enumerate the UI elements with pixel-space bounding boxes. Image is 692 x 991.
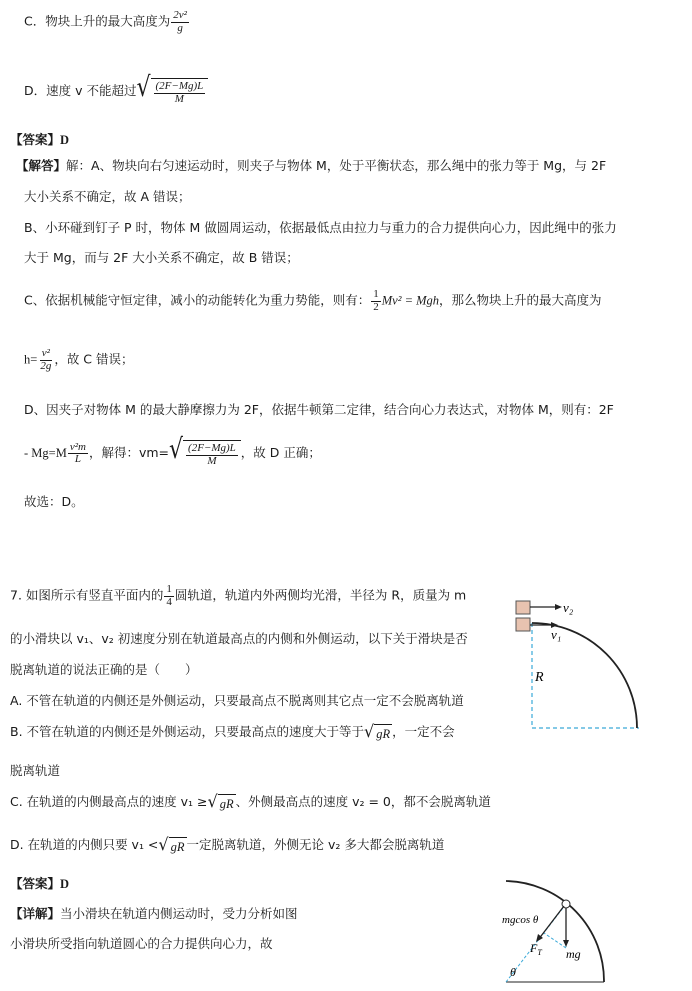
analysis-label: 【解答】 [16,158,67,173]
q6-analysis-line4: 大于 Mg，而与 2F 大小关系不确定，故 B 错误； [24,250,299,265]
q6-analysis-line2: 大小关系不确定，故 A 错误； [24,189,191,204]
q7-stem-line3: 脱离轨道的说法正确的是（ ） [10,662,198,677]
q7-option-d [10,835,444,855]
q7-stem-line1 [10,584,466,608]
q6-option-c [24,10,190,34]
mg-label: mg [566,947,581,961]
sqrt-expression: √ $\frac{(2F-Mg)L}{M}$ [169,440,241,467]
fraction-denominator: 2g [40,359,52,372]
outer-block [516,601,530,614]
option-text: B. 不管在轨道的内侧还是外侧运动，只要最高点的速度大于等于 [10,724,365,739]
track-figure [505,595,645,735]
v2-label: v₂ [563,600,574,615]
detail-label: 【详解】 [10,906,61,921]
fraction-numerator: (2F−Mg)L [155,80,204,92]
inner-block [516,618,530,631]
q6-answer [10,130,69,148]
component-dashed-line [544,933,566,948]
q6-option-d [24,72,208,105]
centripetal-fraction [68,442,88,466]
q6-analysis-line1 [16,156,606,174]
sqrt-expression: √ gR [207,790,234,811]
q7-option-b-line2: 脱离轨道 [10,763,61,778]
v2-arrowhead [555,604,562,610]
fraction-denominator: g [177,21,183,34]
fraction-numerator: 1 [373,288,379,300]
analysis-text: ，解得：vm= [88,445,170,461]
radius-label: R [535,670,544,685]
answer-label: 【答案】 [10,876,61,891]
fraction-denominator: 2 [373,300,379,313]
analysis-text: ，故 C 错误； [54,351,134,367]
theta-label: θ [510,965,516,979]
energy-equation: Mv² = Mgh [381,293,440,308]
analysis-text: h= [24,352,38,367]
q6-analysis-line6 [24,348,134,372]
fraction-denominator: M [207,454,217,467]
mgcos-label: mgcos θ [502,914,539,926]
half-fraction [371,289,381,313]
q7-option-a: A. 不管在轨道的内侧还是外侧运动，只要最高点不脱离则其它点一定不会脱离轨道 [10,693,464,708]
sqrt-expression: √ gR [364,720,391,741]
q6-analysis-line9: 故选：D。 [24,494,84,509]
answer-value: D [60,877,70,891]
q6-analysis-line5 [24,289,602,313]
q7-detail-line1 [10,904,298,922]
fraction-denominator: 4 [166,595,172,608]
q7-stem-line2: 的小滑块以 v₁、v₂ 初速度分别在轨道最高点的内侧和外侧运动，以下关于滑块是否 [10,631,468,646]
height-fraction [38,348,53,372]
fraction-numerator: v² [41,347,50,359]
question-text: 圆轨道，轨道内外两侧均光滑，半径为 R，质量为 m [174,587,467,603]
analysis-text: 解：A、物块向右匀速运动时，则夹子与物体 M，处于平衡状态，那么绳中的张力等于 Mg，与 2F [66,158,607,173]
q7-option-c [10,792,491,812]
question-text: 7. 如图所示有竖直平面内的 [10,587,164,603]
option-text: 、外侧最高点的速度 v₂ = 0，都不会脱离轨道 [235,794,491,809]
q6-option-d-text: D．速度 v 不能超过 [24,83,137,99]
answer-label: 【答案】 [10,132,61,147]
answer-value: D [60,133,70,147]
fraction-numerator: v²m [69,440,86,453]
ft-arrow [538,906,564,940]
fraction-numerator: 2v² [173,9,187,21]
q6-analysis-line7: D、因夹子对物体 M 的最大静摩擦力为 2F，依据牛顿第二定律，结合向心力表达式，对物体 M，则有：2F [24,402,614,417]
q7-answer [10,874,69,892]
mg-arrowhead [563,940,569,947]
arc-track [506,881,604,982]
ft-label: $F_T$ [530,941,542,957]
option-text: C. 在轨道的内侧最高点的速度 v₁ ≥ [10,794,208,809]
analysis-text: C、依据机械能守恒定律，减小的动能转化为重力势能，则有： [24,292,371,308]
sqrt-expression: √ $\frac{(2F-Mg)L}{M}$ [136,78,208,105]
option-text: ，一定不会 [392,724,455,739]
v1-label: v₁ [551,627,562,642]
q6-option-c-text: C．物块上升的最大高度为 [24,13,171,29]
detail-text: 当小滑块在轨道内侧运动时，受力分析如图 [60,906,298,921]
analysis-text: ，故 D 正确； [240,445,321,461]
fraction-denominator: L [74,453,81,466]
q7-detail-line2: 小滑块所受指向轨道圆心的合力提供向心力，故 [10,936,273,951]
q6-analysis-line3: B、小环碰到钉子 P 时，物体 M 做圆周运动，依据最低点由拉力与重力的合力提供向心力，因此绳中的张力 [24,220,617,235]
fraction-numerator: (2F−Mg)L [188,442,236,454]
option-text: 一定脱离轨道，外侧无论 v₂ 多大都会脱离轨道 [186,837,445,852]
q6-option-c-fraction [171,10,189,34]
option-text: D. 在轨道的内侧只要 v₁ < [10,837,159,852]
analysis-text: ，那么物块上升的最大高度为 [439,292,602,308]
fraction-denominator: M [174,92,184,105]
sqrt-expression: √ gR [158,833,185,854]
q6-analysis-line8 [24,434,321,467]
quarter-fraction [164,584,174,608]
quarter-circle-track [532,623,637,728]
fraction-numerator: 1 [166,583,172,595]
analysis-text: - Mg=M [24,446,67,461]
q7-option-b [10,722,455,742]
force-figure [500,878,610,988]
